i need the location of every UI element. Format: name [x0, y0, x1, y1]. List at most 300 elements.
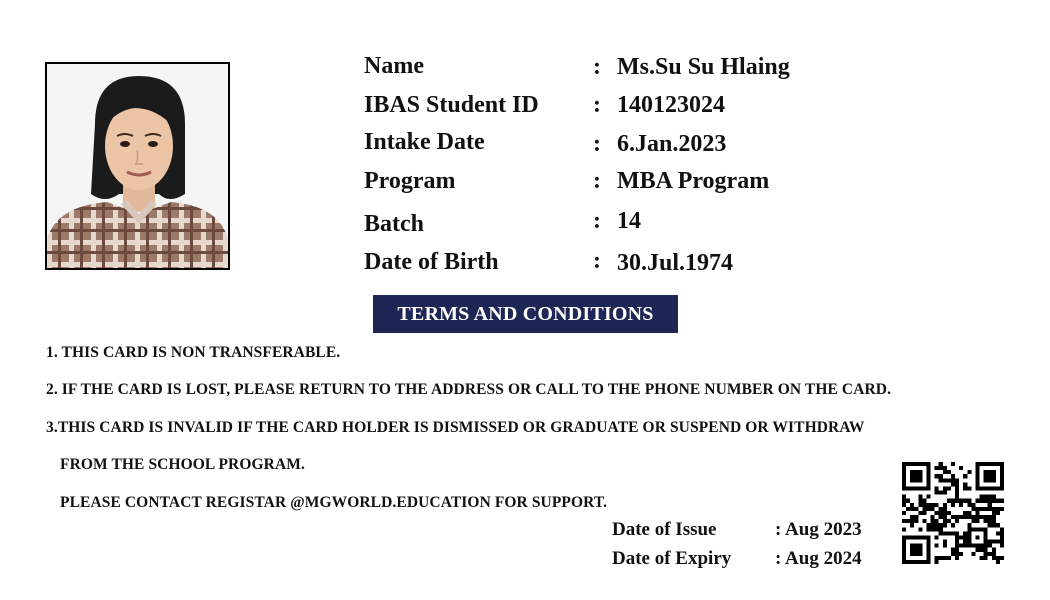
qr-module [935, 511, 939, 515]
qr-module [1000, 540, 1004, 544]
qr-module [1000, 466, 1004, 470]
qr-module [914, 478, 918, 482]
qr-module [902, 511, 906, 515]
qr-module [975, 511, 979, 515]
qr-module [984, 540, 988, 544]
qr-module [951, 503, 955, 507]
qr-module [931, 523, 935, 527]
qr-module [943, 486, 947, 490]
qr-module [955, 515, 959, 519]
qr-module [943, 556, 947, 560]
qr-module [926, 560, 930, 564]
qr-module [943, 478, 947, 482]
student-id-value: 140123024 [617, 92, 725, 118]
qr-module [910, 535, 914, 539]
qr-module [922, 462, 926, 466]
qr-module [906, 499, 910, 503]
qr-module [918, 499, 922, 503]
qr-module [992, 540, 996, 544]
qr-module [910, 523, 914, 527]
qr-module [955, 544, 959, 548]
qr-module [902, 478, 906, 482]
qr-module [975, 527, 979, 531]
qr-module [910, 507, 914, 511]
qr-module [943, 515, 947, 519]
qr-module [910, 478, 914, 482]
qr-module [902, 466, 906, 470]
qr-module [926, 544, 930, 548]
qr-module [943, 511, 947, 515]
qr-module [926, 556, 930, 560]
qr-module [935, 491, 939, 495]
qr-module [992, 499, 996, 503]
qr-module [926, 462, 930, 466]
qr-module [914, 470, 918, 474]
qr-module [935, 556, 939, 560]
qr-module [975, 548, 979, 552]
qr-module [902, 470, 906, 474]
qr-module [992, 495, 996, 499]
qr-module [959, 515, 963, 519]
student-photo [45, 62, 230, 270]
qr-module [906, 507, 910, 511]
qr-module [980, 544, 984, 548]
qr-module [1000, 544, 1004, 548]
qr-module [967, 515, 971, 519]
qr-module [955, 540, 959, 544]
qr-module [975, 474, 979, 478]
qr-module [910, 548, 914, 552]
qr-module [902, 548, 906, 552]
qr-module [935, 560, 939, 564]
batch-label: Batch [364, 211, 424, 237]
qr-module [988, 507, 992, 511]
qr-module [943, 507, 947, 511]
qr-module [975, 478, 979, 482]
qr-module [939, 478, 943, 482]
qr-module [971, 503, 975, 507]
intake-date-label: Intake Date [364, 129, 485, 155]
qr-module [996, 511, 1000, 515]
qr-module [918, 548, 922, 552]
qr-module [988, 544, 992, 548]
qr-module [963, 482, 967, 486]
qr-module [963, 535, 967, 539]
qr-module [926, 527, 930, 531]
qr-module [918, 503, 922, 507]
qr-module [931, 503, 935, 507]
qr-module [906, 462, 910, 466]
qr-module [939, 531, 943, 535]
qr-module [955, 552, 959, 556]
qr-module [914, 560, 918, 564]
qr-module [922, 499, 926, 503]
qr-module [955, 548, 959, 552]
qr-module [914, 507, 918, 511]
qr-module [1000, 535, 1004, 539]
qr-module [914, 515, 918, 519]
batch-value: 14 [617, 208, 641, 234]
qr-module [963, 540, 967, 544]
qr-module [951, 548, 955, 552]
qr-module [963, 486, 967, 490]
dob-value: 30.Jul.1974 [617, 250, 734, 276]
qr-module [992, 478, 996, 482]
qr-module [971, 519, 975, 523]
qr-module [992, 507, 996, 511]
qr-module [996, 507, 1000, 511]
qr-module [967, 535, 971, 539]
qr-module [967, 511, 971, 515]
qr-module [988, 519, 992, 523]
term-line-3-continued: FROM THE SCHOOL PROGRAM. [60, 456, 305, 473]
qr-module [935, 503, 939, 507]
qr-module [939, 527, 943, 531]
terms-banner: TERMS AND CONDITIONS [373, 295, 678, 333]
qr-module [1000, 478, 1004, 482]
qr-module [1000, 474, 1004, 478]
qr-module [902, 544, 906, 548]
qr-module [926, 503, 930, 507]
qr-module [988, 462, 992, 466]
qr-module [926, 486, 930, 490]
qr-module [975, 507, 979, 511]
qr-module [975, 482, 979, 486]
qr-module [988, 552, 992, 556]
qr-module [996, 540, 1000, 544]
qr-module [947, 470, 951, 474]
qr-module [902, 495, 906, 499]
qr-module [922, 486, 926, 490]
qr-module [926, 552, 930, 556]
name-label: Name [364, 53, 424, 79]
qr-module [926, 466, 930, 470]
dob-colon: : [593, 248, 601, 274]
qr-module [931, 527, 935, 531]
qr-module [980, 527, 984, 531]
qr-module [992, 552, 996, 556]
qr-module [943, 470, 947, 474]
qr-module [926, 548, 930, 552]
qr-module [1000, 499, 1004, 503]
qr-module [980, 515, 984, 519]
qr-module [947, 556, 951, 560]
qr-module [926, 523, 930, 527]
qr-module [988, 499, 992, 503]
qr-module [975, 515, 979, 519]
qr-module [984, 535, 988, 539]
qr-module [935, 486, 939, 490]
student-id-label: IBAS Student ID [364, 92, 539, 118]
qr-module [996, 531, 1000, 535]
qr-module [984, 527, 988, 531]
intake-date-value: 6.Jan.2023 [617, 131, 727, 157]
qr-module [922, 535, 926, 539]
qr-module [910, 474, 914, 478]
qr-module [914, 486, 918, 490]
qr-module [988, 503, 992, 507]
qr-module [935, 535, 939, 539]
qr-module [947, 486, 951, 490]
qr-module [902, 560, 906, 564]
qr-module [922, 503, 926, 507]
qr-module [959, 499, 963, 503]
qr-module [959, 552, 963, 556]
qr-module [918, 486, 922, 490]
qr-module [926, 535, 930, 539]
dob-label: Date of Birth [364, 249, 499, 275]
qr-module [980, 462, 984, 466]
name-colon: : [593, 54, 601, 80]
qr-module [926, 474, 930, 478]
qr-module [984, 486, 988, 490]
qr-module [988, 515, 992, 519]
qr-module [992, 519, 996, 523]
qr-module [910, 552, 914, 556]
qr-module [951, 515, 955, 519]
qr-module [947, 511, 951, 515]
qr-module [931, 519, 935, 523]
qr-module [959, 466, 963, 470]
qr-module [943, 523, 947, 527]
qr-module [988, 478, 992, 482]
qr-module [951, 523, 955, 527]
qr-module [963, 511, 967, 515]
qr-module [922, 560, 926, 564]
qr-module [918, 474, 922, 478]
qr-module [914, 519, 918, 523]
qr-module [996, 499, 1000, 503]
qr-module [1000, 486, 1004, 490]
qr-module [988, 540, 992, 544]
qr-module [984, 499, 988, 503]
issue-date-label: Date of Issue [612, 519, 717, 540]
qr-module [967, 523, 971, 527]
qr-module [943, 519, 947, 523]
qr-module [967, 527, 971, 531]
qr-module [992, 511, 996, 515]
qr-module [996, 556, 1000, 560]
qr-module [926, 495, 930, 499]
qr-module [914, 552, 918, 556]
qr-module [902, 462, 906, 466]
qr-module [910, 462, 914, 466]
qr-module [951, 462, 955, 466]
qr-module [955, 486, 959, 490]
qr-module [902, 535, 906, 539]
qr-module [939, 556, 943, 560]
qr-module [988, 486, 992, 490]
student-id-colon: : [593, 92, 601, 118]
qr-module [951, 499, 955, 503]
qr-module [902, 552, 906, 556]
qr-module [967, 544, 971, 548]
expiry-date-value: : Aug 2024 [775, 548, 862, 569]
term-line-1: 1. THIS CARD IS NON TRANSFERABLE. [46, 344, 341, 361]
qr-module [963, 515, 967, 519]
qr-module [984, 515, 988, 519]
qr-module [992, 462, 996, 466]
qr-module [955, 499, 959, 503]
qr-module [984, 495, 988, 499]
qr-module [975, 486, 979, 490]
qr-module [975, 535, 979, 539]
qr-module [980, 507, 984, 511]
qr-module [959, 503, 963, 507]
qr-module [988, 470, 992, 474]
qr-module [1000, 470, 1004, 474]
qr-module [902, 482, 906, 486]
qr-module [902, 499, 906, 503]
qr-module [947, 519, 951, 523]
qr-module [914, 548, 918, 552]
qr-module [943, 491, 947, 495]
qr-module [955, 482, 959, 486]
qr-module [984, 552, 988, 556]
qr-module [951, 531, 955, 535]
qr-module [935, 466, 939, 470]
qr-module [918, 511, 922, 515]
qr-module [955, 491, 959, 495]
qr-module [955, 556, 959, 560]
qr-module [963, 544, 967, 548]
qr-module [967, 470, 971, 474]
qr-module [996, 523, 1000, 527]
qr-module [914, 462, 918, 466]
qr-module [975, 466, 979, 470]
qr-module [910, 560, 914, 564]
qr-module [971, 544, 975, 548]
qr-module [980, 548, 984, 552]
qr-module [975, 470, 979, 474]
qr-module [910, 519, 914, 523]
qr-module [975, 462, 979, 466]
qr-module [918, 495, 922, 499]
qr-module [1000, 482, 1004, 486]
qr-module [931, 507, 935, 511]
qr-module [922, 511, 926, 515]
qr-module [943, 531, 947, 535]
qr-module [955, 519, 959, 523]
qr-module [926, 478, 930, 482]
qr-module [988, 523, 992, 527]
qr-module [992, 548, 996, 552]
qr-module [926, 482, 930, 486]
qr-module [926, 470, 930, 474]
qr-module [984, 470, 988, 474]
qr-module [955, 535, 959, 539]
qr-module [992, 474, 996, 478]
qr-module [939, 491, 943, 495]
qr-module [984, 507, 988, 511]
qr-module [996, 462, 1000, 466]
qr-module [1000, 462, 1004, 466]
qr-module [967, 531, 971, 535]
qr-module [947, 478, 951, 482]
qr-module [918, 462, 922, 466]
qr-module [967, 503, 971, 507]
qr-module [910, 486, 914, 490]
qr-module [935, 527, 939, 531]
qr-module [951, 552, 955, 556]
qr-module [902, 519, 906, 523]
qr-code [902, 462, 1004, 564]
qr-module [955, 531, 959, 535]
qr-module [984, 474, 988, 478]
program-colon: : [593, 168, 601, 194]
qr-module [910, 503, 914, 507]
qr-module [992, 515, 996, 519]
qr-module [992, 523, 996, 527]
qr-module [918, 470, 922, 474]
qr-module [980, 486, 984, 490]
qr-module [906, 560, 910, 564]
qr-module [959, 544, 963, 548]
qr-module [984, 556, 988, 560]
qr-module [963, 499, 967, 503]
qr-module [984, 531, 988, 535]
qr-module [926, 540, 930, 544]
qr-module [951, 474, 955, 478]
qr-module [939, 511, 943, 515]
qr-module [980, 499, 984, 503]
qr-module [971, 515, 975, 519]
qr-module [910, 515, 914, 519]
qr-module [906, 519, 910, 523]
qr-module [963, 474, 967, 478]
qr-module [902, 540, 906, 544]
qr-module [967, 499, 971, 503]
qr-module [1000, 527, 1004, 531]
qr-module [947, 531, 951, 535]
qr-module [971, 552, 975, 556]
qr-module [918, 560, 922, 564]
expiry-date-label: Date of Expiry [612, 548, 732, 569]
qr-module [935, 474, 939, 478]
qr-module [939, 523, 943, 527]
qr-module [914, 535, 918, 539]
qr-module [910, 470, 914, 474]
term-line-2: 2. IF THE CARD IS LOST, PLEASE RETURN TO THE ADDRESS OR CALL TO THE PHONE NUMBER ON THE CARD. [46, 381, 892, 398]
qr-module [931, 515, 935, 519]
program-value: MBA Program [617, 168, 770, 194]
name-value: Ms.Su Su Hlaing [617, 54, 790, 80]
qr-module [984, 462, 988, 466]
qr-module [951, 478, 955, 482]
qr-module [1000, 556, 1004, 560]
qr-module [943, 544, 947, 548]
qr-module [922, 519, 926, 523]
qr-module [922, 507, 926, 511]
qr-module [939, 515, 943, 519]
qr-module [906, 486, 910, 490]
qr-module [914, 544, 918, 548]
qr-module [963, 531, 967, 535]
qr-module [902, 474, 906, 478]
support-contact-line: PLEASE CONTACT REGISTAR @MGWORLD.EDUCATION FOR SUPPORT. [60, 494, 608, 511]
qr-module [939, 507, 943, 511]
qr-module [992, 556, 996, 560]
qr-module [910, 544, 914, 548]
qr-module [992, 470, 996, 474]
qr-module [959, 535, 963, 539]
qr-module [906, 535, 910, 539]
qr-module [980, 556, 984, 560]
qr-module [943, 503, 947, 507]
qr-module [996, 560, 1000, 564]
qr-module [902, 486, 906, 490]
qr-module [1000, 507, 1004, 511]
